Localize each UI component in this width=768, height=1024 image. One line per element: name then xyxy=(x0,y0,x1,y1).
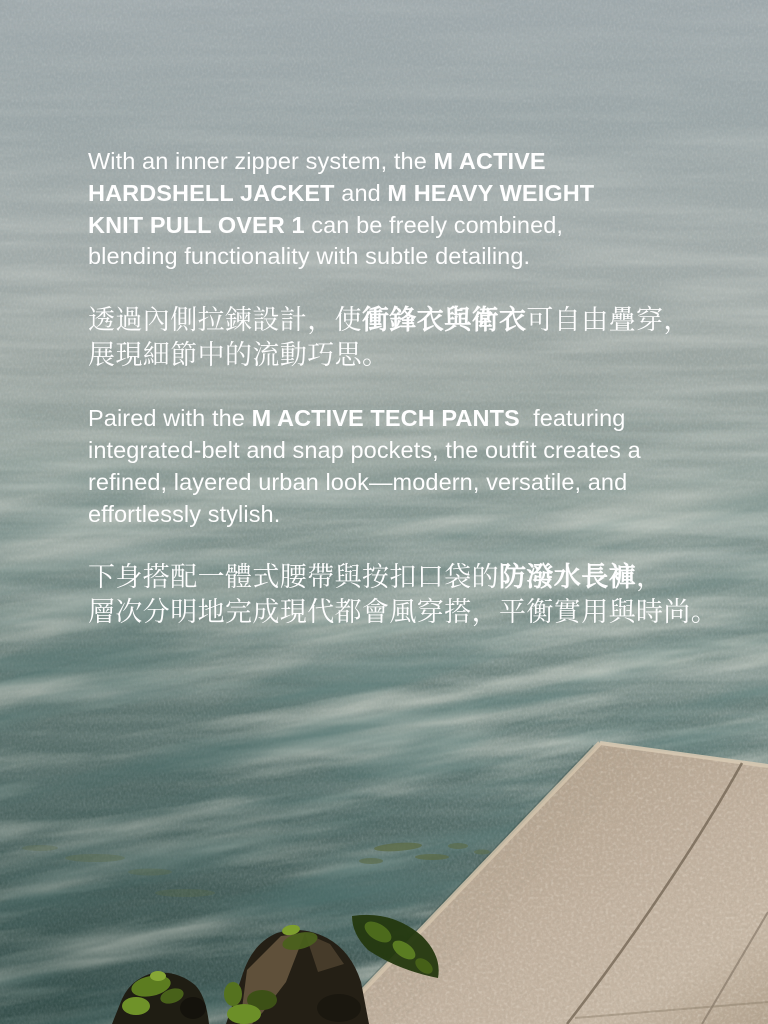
text-line xyxy=(88,146,738,178)
text-line xyxy=(88,499,738,531)
body-text: ， xyxy=(636,562,664,593)
emphasis-text: KNIT PULL OVER 1 xyxy=(88,211,305,238)
text-line xyxy=(88,403,738,435)
body-text: refined, layered urban look—modern, versatile, and xyxy=(88,468,628,495)
body-text: Paired with the xyxy=(88,405,252,432)
paragraph-zh-1 xyxy=(88,303,738,373)
body-text: blending functionality with subtle detailing. xyxy=(88,243,531,270)
body-text: can be freely combined, xyxy=(304,211,564,238)
emphasis-text: M ACTIVE TECH PANTS xyxy=(251,405,520,432)
text-line xyxy=(88,338,738,373)
body-text: and xyxy=(334,179,388,206)
body-text: effortlessly stylish. xyxy=(88,500,281,527)
text-line xyxy=(88,595,738,630)
body-text: 層次分明地完成現代都會風穿搭，平衡實用與時尚。 xyxy=(88,597,719,628)
body-text: 可自由疊穿， xyxy=(526,305,691,336)
copy-block xyxy=(88,146,738,630)
emphasis-text: 衝鋒衣與衛衣 xyxy=(362,305,527,336)
paragraph-zh-2 xyxy=(88,560,738,630)
body-text: 展現細節中的流動巧思。 xyxy=(88,340,390,371)
text-line xyxy=(88,560,738,595)
body-text: featuring xyxy=(519,405,626,432)
emphasis-text: M ACTIVE xyxy=(433,148,546,174)
body-text: 透過內側拉鍊設計，使 xyxy=(88,305,362,336)
body-text: 下身搭配一體式腰帶與按扣口袋的 xyxy=(88,562,499,593)
emphasis-text: HARDSHELL JACKET xyxy=(88,179,335,206)
paragraph-en-2 xyxy=(88,403,738,530)
text-line xyxy=(88,467,738,499)
text-line xyxy=(88,303,738,338)
emphasis-text: M HEAVY WEIGHT xyxy=(387,179,595,206)
emphasis-text: 防潑水長褲 xyxy=(499,562,636,593)
text-line xyxy=(88,178,738,210)
text-line xyxy=(88,435,738,467)
text-line xyxy=(88,210,738,242)
text-line xyxy=(88,241,738,273)
paragraph-en-1 xyxy=(88,146,738,273)
body-text: integrated-belt and snap pockets, the outfit creates a xyxy=(88,436,641,463)
body-text: With an inner zipper system, the xyxy=(88,148,434,174)
